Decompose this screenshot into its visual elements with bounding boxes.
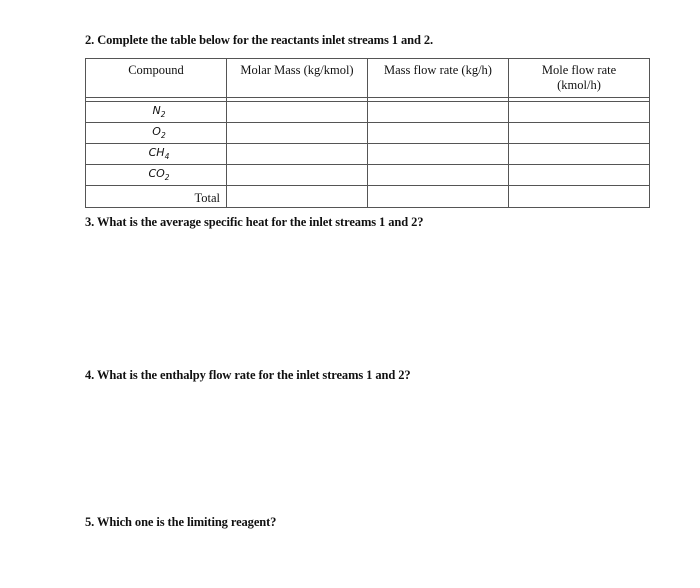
question-4-heading: 4. What is the enthalpy flow rate for the inlet streams 1 and 2? (85, 368, 411, 382)
cell-mass-flow[interactable] (368, 123, 509, 144)
question-2-heading: 2. Complete the table below for the reactants inlet streams 1 and 2. (85, 33, 434, 47)
header-mole-flow-rate (509, 59, 650, 98)
cell-mass-flow[interactable] (368, 165, 509, 186)
table-row (86, 165, 650, 186)
total-mole-flow[interactable] (509, 186, 650, 208)
question-3-heading: 3. What is the average specific heat for the inlet streams 1 and 2? (85, 215, 424, 229)
compound-n2: $N_2$ (86, 102, 227, 123)
total-label: Total (86, 186, 227, 208)
table-row (86, 144, 650, 165)
cell-mole-flow[interactable] (509, 144, 650, 165)
cell-molar-mass[interactable] (227, 144, 368, 165)
header-compound: Compound (86, 59, 227, 98)
total-mass-flow[interactable] (368, 186, 509, 208)
table-total-row (86, 186, 650, 208)
compound-ch4: $CH_4$ (86, 144, 227, 165)
cell-molar-mass[interactable] (227, 102, 368, 123)
total-molar-mass[interactable] (227, 186, 368, 208)
cell-molar-mass[interactable] (227, 165, 368, 186)
header-molar-mass: Molar Mass (kg/kmol) (227, 59, 368, 98)
cell-mass-flow[interactable] (368, 144, 509, 165)
header-mole-flow-line1: Mole flow rate (541, 63, 617, 77)
cell-molar-mass[interactable] (227, 123, 368, 144)
cell-mole-flow[interactable] (509, 165, 650, 186)
header-mass-flow-rate: Mass flow rate (kg/h) (368, 59, 509, 98)
cell-mole-flow[interactable] (509, 102, 650, 123)
table-row (86, 102, 650, 123)
cell-mole-flow[interactable] (509, 123, 650, 144)
table-header-row (86, 59, 650, 98)
table-row (86, 123, 650, 144)
reactants-table (85, 58, 650, 208)
compound-o2: $O_2$ (86, 123, 227, 144)
question-5-heading: 5. Which one is the limiting reagent? (85, 515, 277, 529)
header-mole-flow-line2: (kmol/h) (557, 78, 601, 92)
compound-co2: $CO_2$ (86, 165, 227, 186)
cell-mass-flow[interactable] (368, 102, 509, 123)
